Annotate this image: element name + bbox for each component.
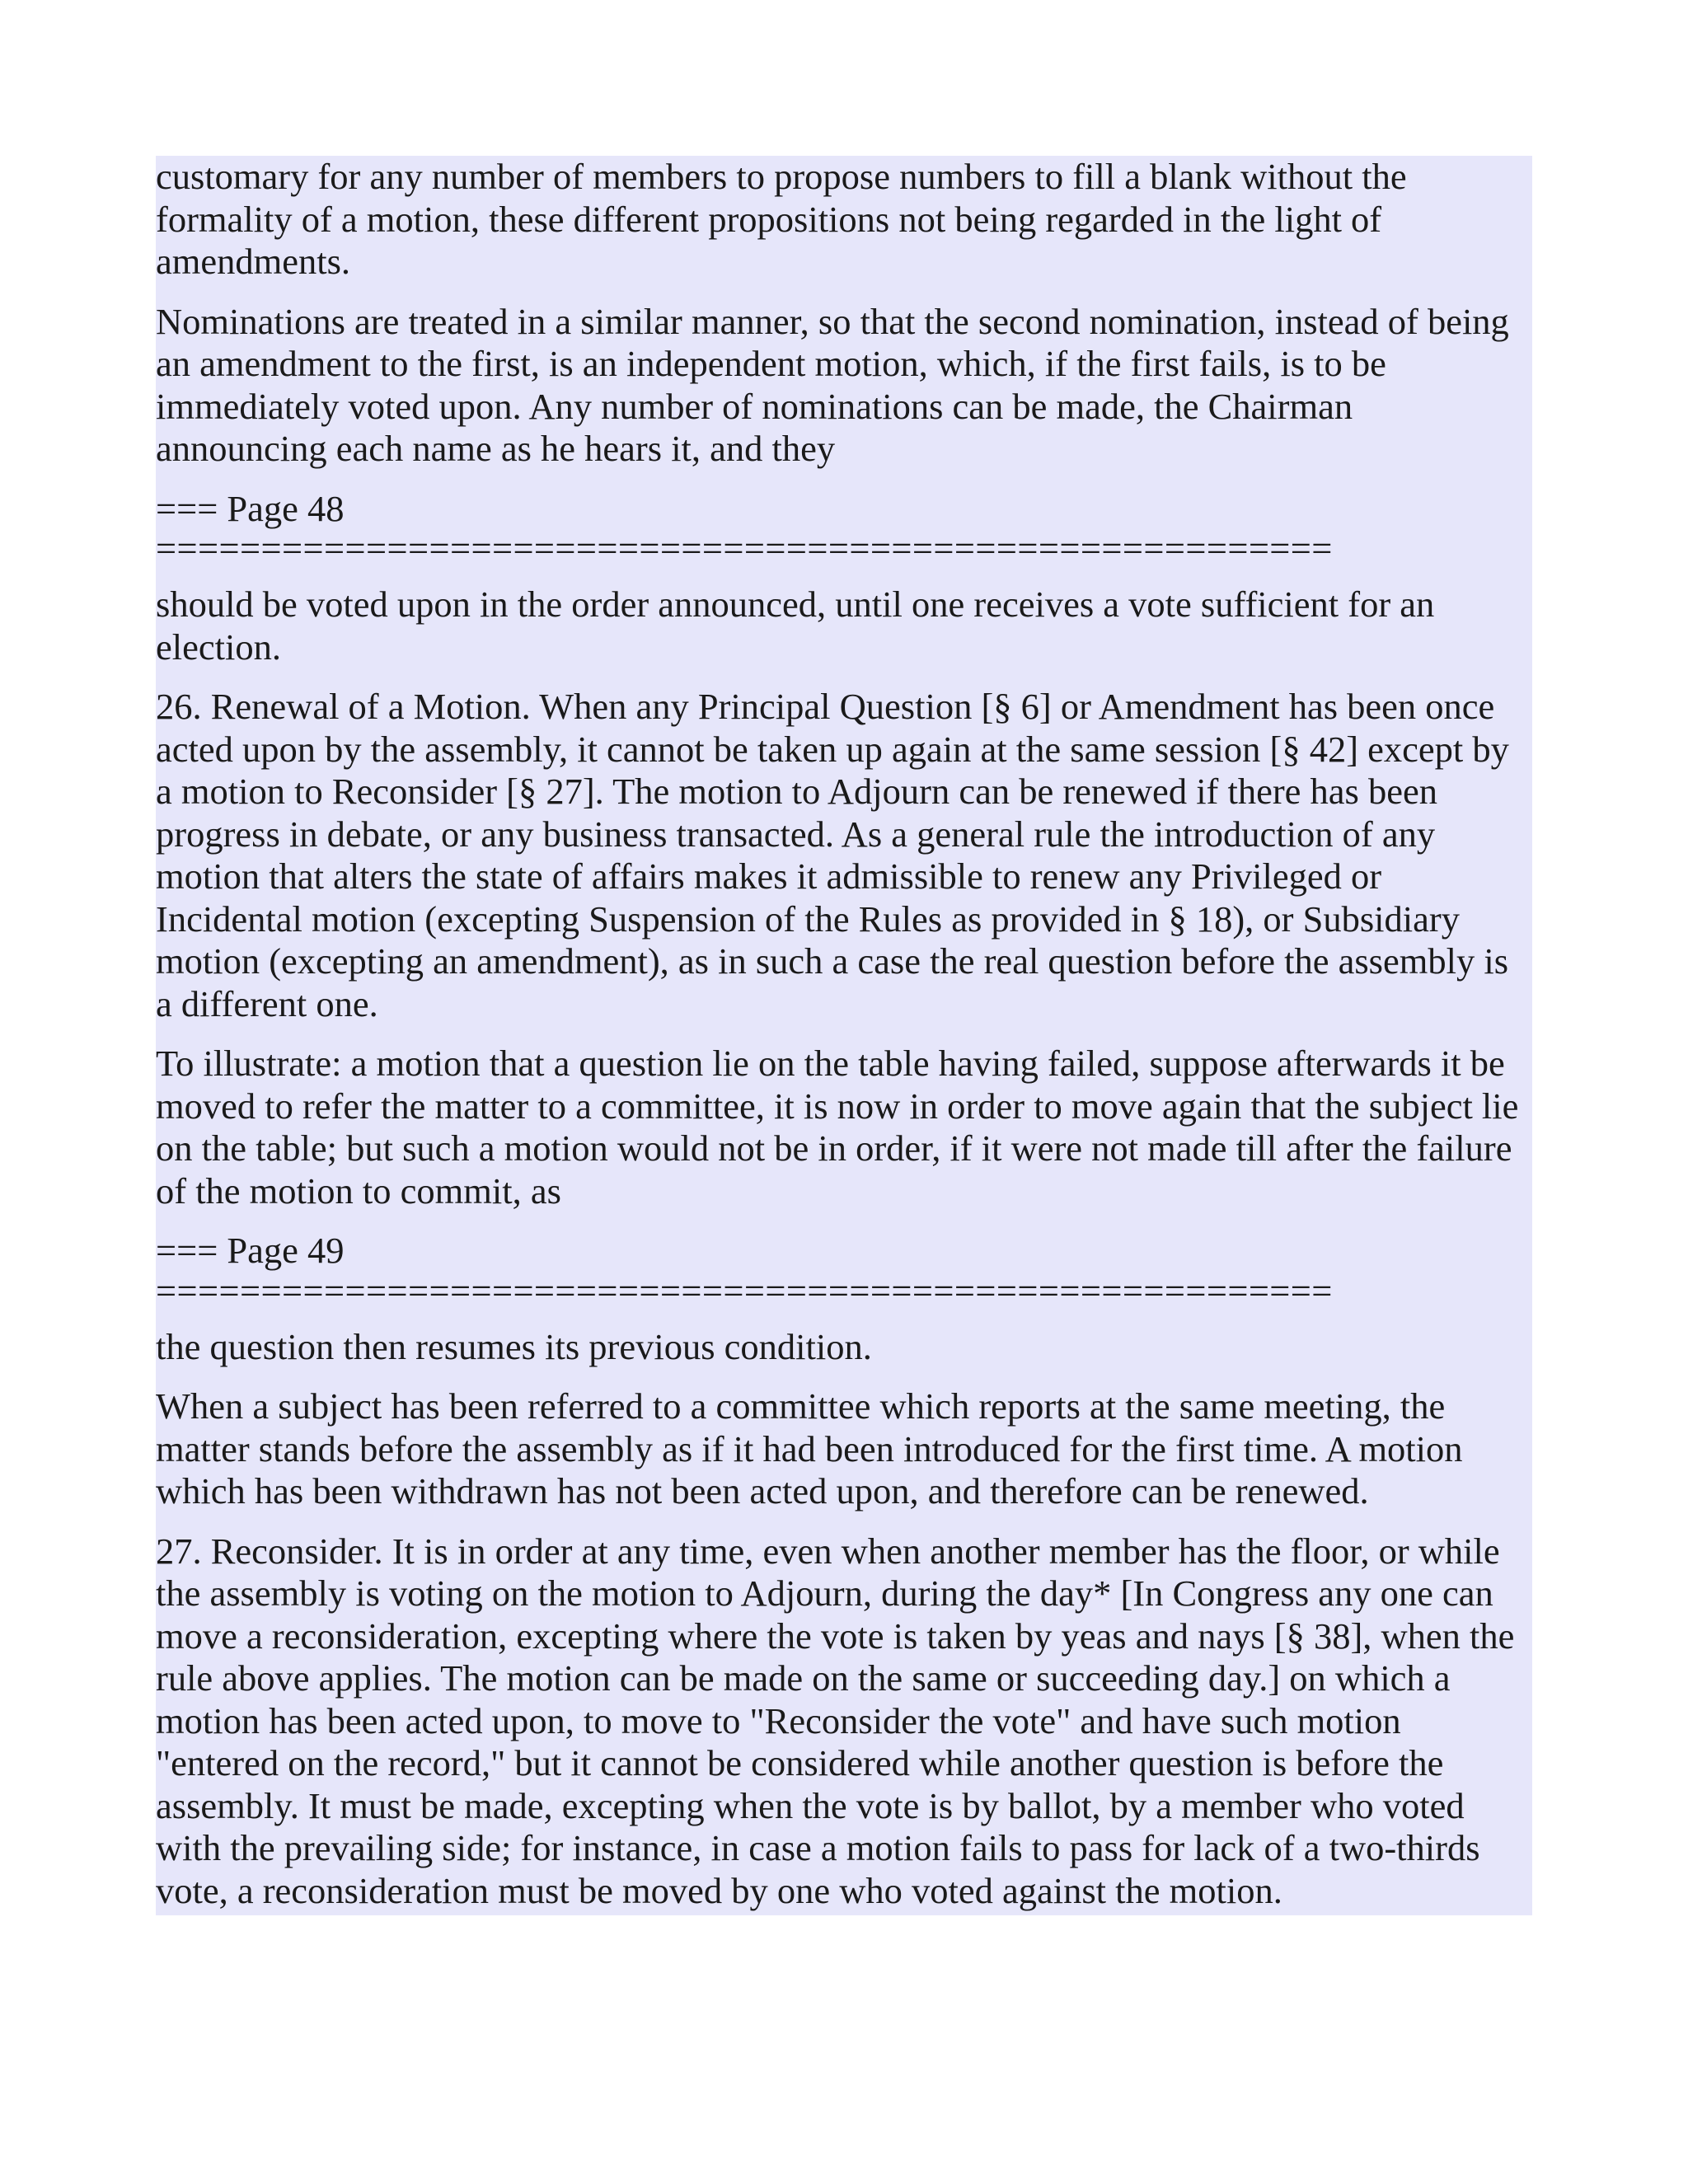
paragraph-voted-in-order: should be voted upon in the order announced, until one receives a vote sufficient for an election. (156, 583, 1435, 668)
paragraph-committee-report: When a subject has been referred to a committee which reports at the same meeting, the matter stands before the assembly as if it had been introduced for the first time. A motion which has been withdrawn has not been acted upon, and therefore can be renewed. (156, 1385, 1463, 1511)
paragraph-renewal-of-motion: 26. Renewal of a Motion. When any Principal Question [§ 6] or Amendment has been once acted upon by the assembly, it cannot be taken up again at the same session [§ 42] except by a motion to Reconsider [§ 27]. The motion to Adjourn can be renewed if there has been progress in debate, or any business transacted. As a general rule the introduction of any motion that alters the state of affairs makes it admissible to renew any Privileged or Incidental motion (excepting Suspension of the Rules as provided in § 18), or Subsidiary motion (excepting an amendment), as in such a case the real question before the assembly is a different one. (156, 686, 1509, 1024)
paragraph-illustration: To illustrate: a motion that a question lie on the table having failed, suppose afterwards it be moved to refer the matter to a committee, it is now in order to move again that the subject lie on the table; but such a motion would not be in order, if it were not made till after the failure of the motion to commit, as (156, 1043, 1519, 1212)
paragraph-blank-proposals: customary for any number of members to propose numbers to fill a blank without the formality of a motion, these different propositions not being regarded in the light of amendments. (156, 156, 1407, 282)
paragraph-nominations: Nominations are treated in a similar manner, so that the second nomination, instead of being an amendment to the first, is an independent motion, which, if the first fails, is to be immediately voted upon. Any number of nominations can be made, the Chairman announcing each name as he hears it, and they (156, 300, 1509, 469)
page-marker-label: === Page 48 (156, 487, 345, 529)
page-marker-49 (156, 1230, 1532, 1309)
document-body (156, 156, 1532, 1915)
page-marker-rule: ======================================================== (156, 1272, 1333, 1309)
page-marker-rule: ======================================================== (156, 530, 1333, 566)
page-marker-48 (156, 488, 1532, 567)
paragraph-previous-condition: the question then resumes its previous condition. (156, 1325, 872, 1367)
paragraph-reconsider: 27. Reconsider. It is in order at any time, even when another member has the floor, or while the assembly is voting on the motion to Adjourn, during the day* [In Congress any one can move a reconsideration, excepting where the vote is taken by yeas and nays [§ 38], when the rule above applies. The motion can be made on the same or succeeding day.] on which a motion has been acted upon, to move to "Reconsider the vote" and have such motion "entered on the record," but it cannot be considered while another question is before the assembly. It must be made, excepting when the vote is by ballot, by a member who voted with the prevailing side; for instance, in case a motion fails to pass for lack of a two-thirds vote, a reconsideration must be moved by one who voted against the motion. (156, 1530, 1515, 1911)
page-marker-label: === Page 49 (156, 1230, 345, 1271)
